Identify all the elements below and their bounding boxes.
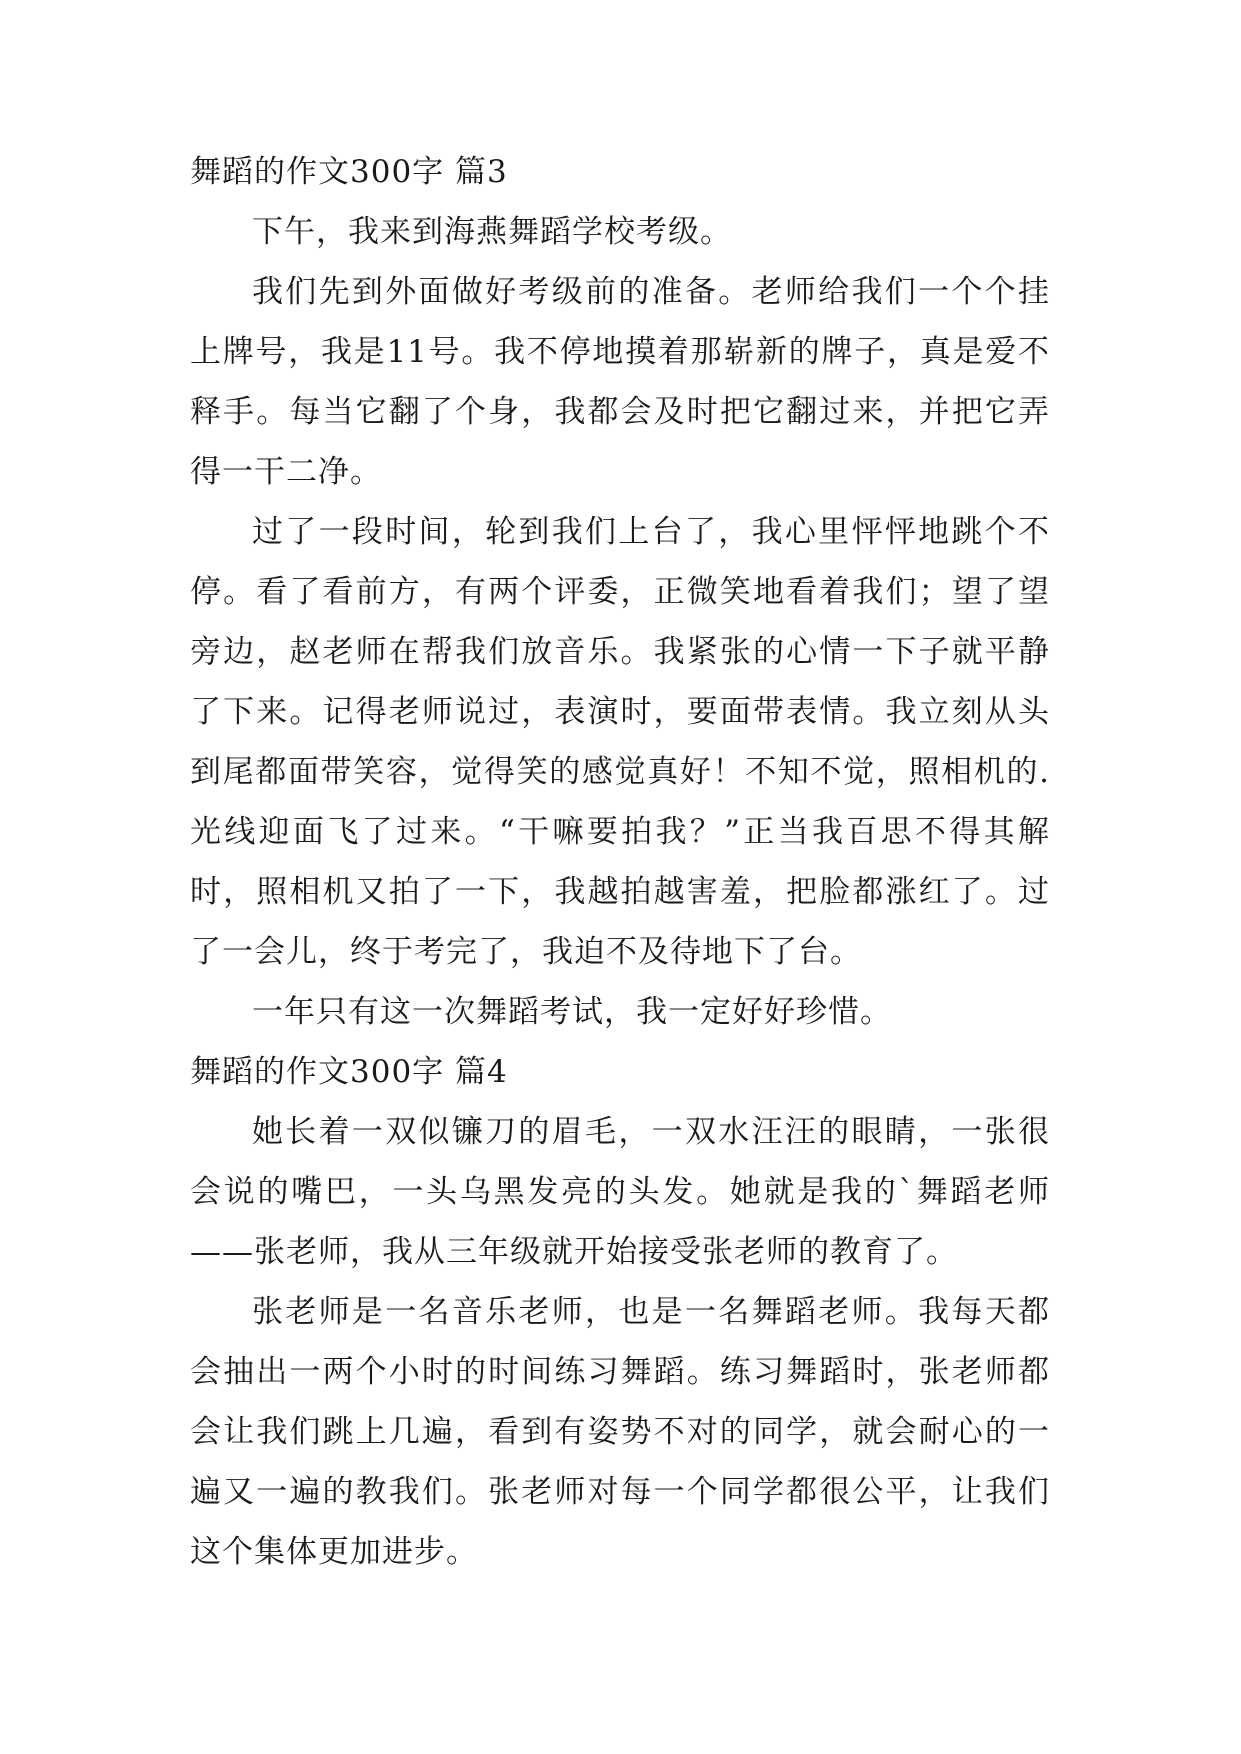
section-heading: 舞蹈的作文300字 篇3 (190, 154, 508, 190)
paragraph: 下午，我来到海燕舞蹈学校考级。 (252, 214, 732, 250)
paragraph: 张老师是一名音乐老师，也是一名舞蹈老师。我每天都会抽出一两个小时的时间练习舞蹈。练习舞蹈时，张老师都会让我们跳上几遍，看到有姿势不对的同学，就会耐心的一遍又一遍的教我们。张老师对每一个同学都很公平，让我们这个集体更加进步。 (190, 1294, 1050, 1570)
paragraph: 她长着一双似镰刀的眉毛，一双水汪汪的眼睛，一张很会说的嘴巴，一头乌黑发亮的头发。她就是我的`舞蹈老师——张老师，我从三年级就开始接受张老师的教育了。 (190, 1114, 1050, 1270)
paragraph: 一年只有这一次舞蹈考试，我一定好好珍惜。 (252, 994, 892, 1030)
paragraph: 我们先到外面做好考级前的准备。老师给我们一个个挂上牌号，我是11号。我不停地摸着那崭新的牌子，真是爱不释手。每当它翻了个身，我都会及时把它翻过来，并把它弄得一干二净。 (190, 274, 1050, 490)
document-body (190, 142, 1050, 1582)
paragraph: 过了一段时间，轮到我们上台了，我心里怦怦地跳个不停。看了看前方，有两个评委，正微笑地看着我们；望了望旁边，赵老师在帮我们放音乐。我紧张的心情一下子就平静了下来。记得老师说过，表演时，要面带表情。我立刻从头到尾都面带笑容，觉得笑的感觉真好！不知不觉，照相机的.光线迎面飞了过来。“干嘛要拍我？”正当我百思不得其解时，照相机又拍了一下，我越拍越害羞，把脸都涨红了。过了一会儿，终于考完了，我迫不及待地下了台。 (190, 514, 1050, 970)
section-heading: 舞蹈的作文300字 篇4 (190, 1054, 508, 1090)
essay-section-3 (190, 142, 1050, 1042)
essay-section-4 (190, 1042, 1050, 1582)
